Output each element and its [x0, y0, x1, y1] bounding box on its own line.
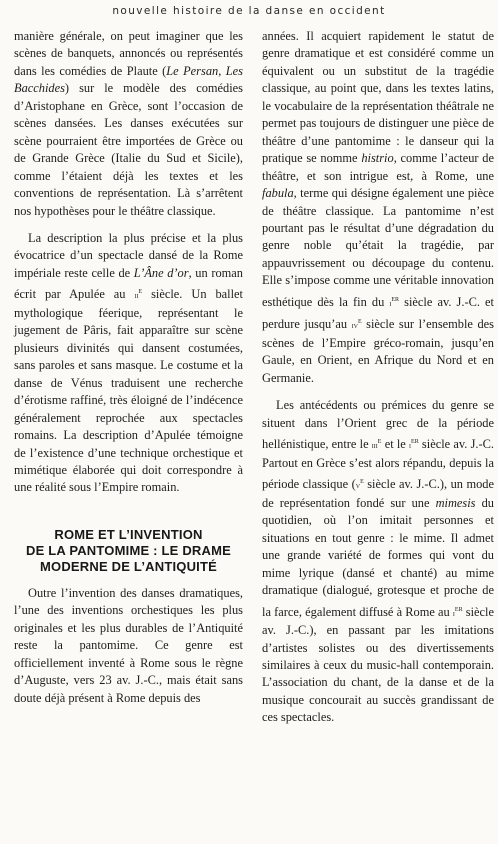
century-numeral: i [389, 297, 392, 308]
paragraph [14, 230, 243, 497]
italic-term: histrio [361, 151, 394, 166]
text-run: ) sur le modèle des comédies d’Aristophane en Grèce, sont l’occasion de scènes dansées. Les danses exécutées sur scène pourraient être importées de Grèce ou de Grande Grèce (Italie du Sud et Sicile), comme l’étaient déjà les textes et les conventions de représentation. Là s’arrêtent nos hypothèses pour le théâtre classique. [14, 81, 243, 218]
running-head: nouvelle histoire de la danse en occident [112, 5, 386, 17]
left-column [14, 28, 243, 707]
paragraph: Outre l’invention des danses dramatiques, l’une des inventions orchestiques les plus originales et les plus durables de l’Antiquité reste la pantomime. Ce genre est officiellement inventé à Rome sous le règne d’Auguste, vers 23 av. J.-C., mais était sans doute déjà présent à Rome depuis des [14, 585, 243, 705]
text-run: siècle av. J.-C.), en passant par les imitations d’artistes solistes ou des divertissements similaires à ceux du music-hall contemporain. L’association du chant, de la danse et de la musique concourait au succès grandissant de ces spectacles. [262, 604, 494, 725]
ordinal-suffix: er [391, 292, 400, 303]
right-column [262, 28, 494, 727]
italic-term: mimesis [435, 495, 476, 510]
century-numeral: v [355, 480, 361, 491]
italic-title: Les Bacchides [14, 63, 243, 96]
text-run: siècle sur l’ensemble des scènes de l’Empire gréco-romain, jusqu’en Gaule, en Orient, en Afrique du Nord et en Germanie. [262, 317, 494, 385]
text-run: siècle. Un ballet mythologique féerique, représentant le jugement de Pâris, fait apparaître sur scène plusieurs divinités qui dansent costumées, sans paroles et sans masque. Le costume et la danse de Vénus traduisent une recherche d’érotisme raffiné, très éloigné de l’indécence généralement reprochée aux spectacles romains. La description d’Apulée témoigne de l’existence d’une technique orchestique et mimétique élaborée qui doit correspondre à une réalité sous l’Empire romain. [14, 287, 243, 495]
century-numeral: iii [371, 440, 378, 451]
text-run: siècle av. J.-C. et perdure jusqu’au [262, 294, 495, 332]
text-run: manière générale, on peut imaginer que les scènes de banquets, annoncés ou représentés dans les comédies de Plaute ( [14, 29, 243, 78]
century-numeral: ii [134, 290, 139, 301]
ordinal-suffix: er [454, 602, 463, 613]
italic-title: Le Persan [166, 63, 219, 78]
ordinal-suffix: e [138, 285, 143, 296]
ordinal-suffix: e [377, 435, 382, 446]
heading-line: MODERNE DE L’ANTIQUITÉ [39, 558, 218, 574]
paragraph [262, 397, 494, 727]
paragraph [262, 28, 494, 387]
text-run: , terme qui désigne également une pièce de théâtre classique. La pantomime n’est pourtant pas le résultat d’une dégradation du genre noble qu’était la tragédie, par appauvrissement ou découpage du contenu. Elle s’impose comme une véritable innovation esthétique dès la fin du [262, 186, 494, 309]
ordinal-suffix: er [411, 435, 419, 446]
ordinal-suffix: e [357, 315, 362, 326]
heading-line: ROME ET L’INVENTION [54, 526, 203, 542]
paragraph [14, 28, 243, 220]
text-run: Les antécédents ou prémices du genre se situent dans l’Orient grec de la période hellénistique, entre le [262, 398, 494, 452]
italic-term: fabula [262, 186, 294, 201]
text-run: siècle av. J.-C.), un mode de représentation fondé sur une [262, 477, 494, 510]
text-run: et le [381, 437, 410, 452]
text-run: , un roman écrit par Apulée au [14, 265, 243, 302]
century-numeral: i [452, 607, 455, 618]
section-heading [14, 527, 243, 575]
italic-title: L’Âne d’or [133, 265, 189, 280]
text-run: La description la plus précise et la plus évocatrice d’un spectacle dansé de la Rome impériale reste celle de [14, 230, 243, 280]
text-run: siècle av. J.-C. Partout en Grèce s’est alors répandu, depuis la période classique ( [262, 437, 494, 492]
century-numeral: i [409, 440, 412, 451]
text-run: années. Il acquiert rapidement le statut de genre dramatique et est considéré comme un équivalent ou un substitut de la tragédie classique, au point que, dans les textes latins, le vocabulaire de la représentation théâtrale ne permet pas toujours de distinguer une pièce de théâtre d’une pantomime : le danseur qui la pratique se nomme [262, 29, 494, 166]
text-run: , comme l’acteur de théâtre, et son intrigue est, à Rome, une [262, 151, 494, 183]
text-run: , [218, 63, 226, 78]
century-numeral: iv [351, 320, 358, 331]
ordinal-suffix: e [360, 475, 364, 486]
heading-line: DE LA PANTOMIME : LE DRAME [25, 542, 231, 558]
text-run: du quotidien, où l’on imitait personnes et situations en tout genre : le mime. Il admet une grande variété de formes qui vont du mime lyrique (dansé et chanté) au mime dramatique (dialogué, grotesque et proche de la farce, également diffusé à Rome au [262, 495, 494, 619]
